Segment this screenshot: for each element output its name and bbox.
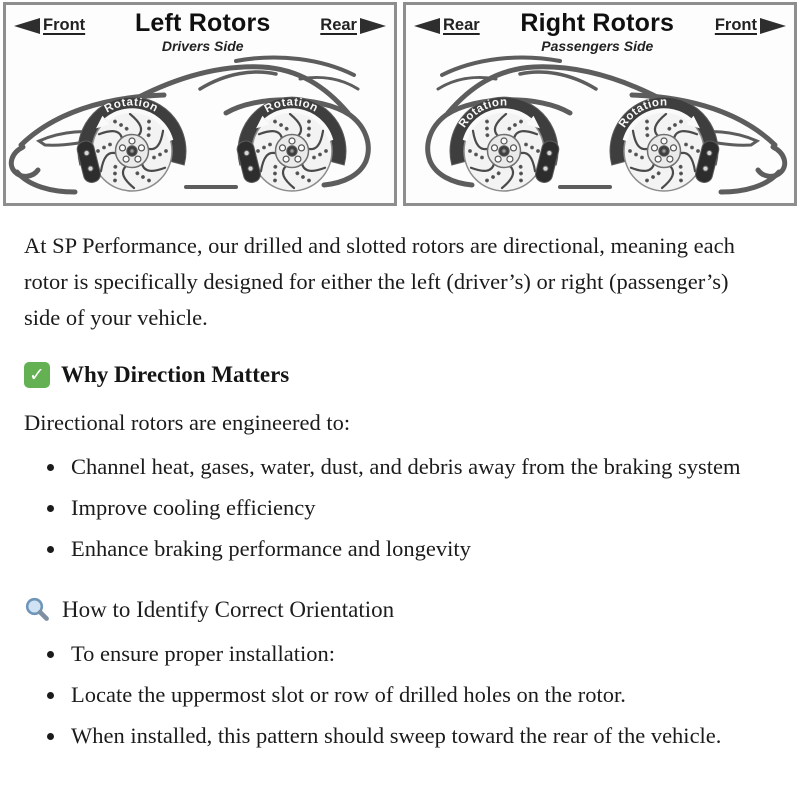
rear-label: Rear: [443, 16, 480, 34]
why-direction-matters-heading: [24, 362, 776, 388]
right-panel-titles: [520, 11, 674, 54]
panel-title: Left Rotors: [134, 9, 271, 37]
arrow-left-icon: [14, 18, 40, 34]
list-item: • Locate the uppermost slot or row of drilled holes on the rotor.: [67, 678, 761, 712]
front-direction-indicator: [14, 16, 85, 35]
rear-direction-indicator: [414, 16, 480, 35]
rear-direction-indicator: [320, 16, 386, 35]
list-item: • Channel heat, gases, water, dust, and debris away from the braking system: [67, 450, 761, 484]
rotation-label: Rotation: [456, 96, 508, 131]
left-panel-header: [6, 5, 394, 54]
panel-subtitle: Drivers Side: [161, 38, 244, 54]
list-item: • When installed, this pattern should sweep toward the rear of the vehicle.: [67, 719, 761, 753]
article-body: [0, 206, 800, 753]
heading-text: Why Direction Matters: [61, 362, 290, 387]
list-item: • To ensure proper installation:: [67, 637, 761, 671]
rotation-label: Rotation: [262, 96, 321, 116]
arrow-right-icon: [760, 18, 786, 34]
rear-label: Rear: [320, 16, 357, 34]
intro-paragraph: At SP Performance, our drilled and slotted rotors are directional, meaning each rotor is specifically designed for either the left (driver’s) or right (passenger’s) side of your vehicle.: [24, 233, 735, 330]
left-rotors-panel: [3, 2, 397, 206]
identify-orientation-heading: [24, 596, 776, 623]
panel-subtitle: Passengers Side: [541, 38, 654, 54]
magnifier-icon: [24, 596, 51, 623]
right-rotors-panel: [403, 2, 797, 206]
orientation-list: [24, 637, 776, 753]
arrow-left-icon: [414, 18, 440, 34]
rotation-label: Rotation: [102, 96, 161, 116]
benefits-list: [24, 450, 776, 566]
check-icon: ✓: [24, 362, 50, 388]
left-panel-titles: [135, 11, 271, 54]
front-label: Front: [43, 16, 86, 34]
benefits-lead: Directional rotors are engineered to:: [24, 410, 351, 435]
arrow-right-icon: [360, 18, 386, 34]
panel-title: Right Rotors: [520, 9, 675, 37]
list-item: • Enhance braking performance and longevity: [67, 532, 761, 566]
list-item: • Improve cooling efficiency: [67, 491, 761, 525]
rotation-label: Rotation: [616, 96, 668, 131]
left-car-sketch: [6, 51, 390, 203]
right-car-sketch: [406, 51, 790, 203]
front-direction-indicator: [715, 16, 786, 35]
right-panel-header: [406, 5, 794, 54]
rotor-direction-diagram: [0, 0, 800, 206]
front-label: Front: [714, 16, 757, 34]
heading-text: How to Identify Correct Orientation: [62, 596, 395, 622]
